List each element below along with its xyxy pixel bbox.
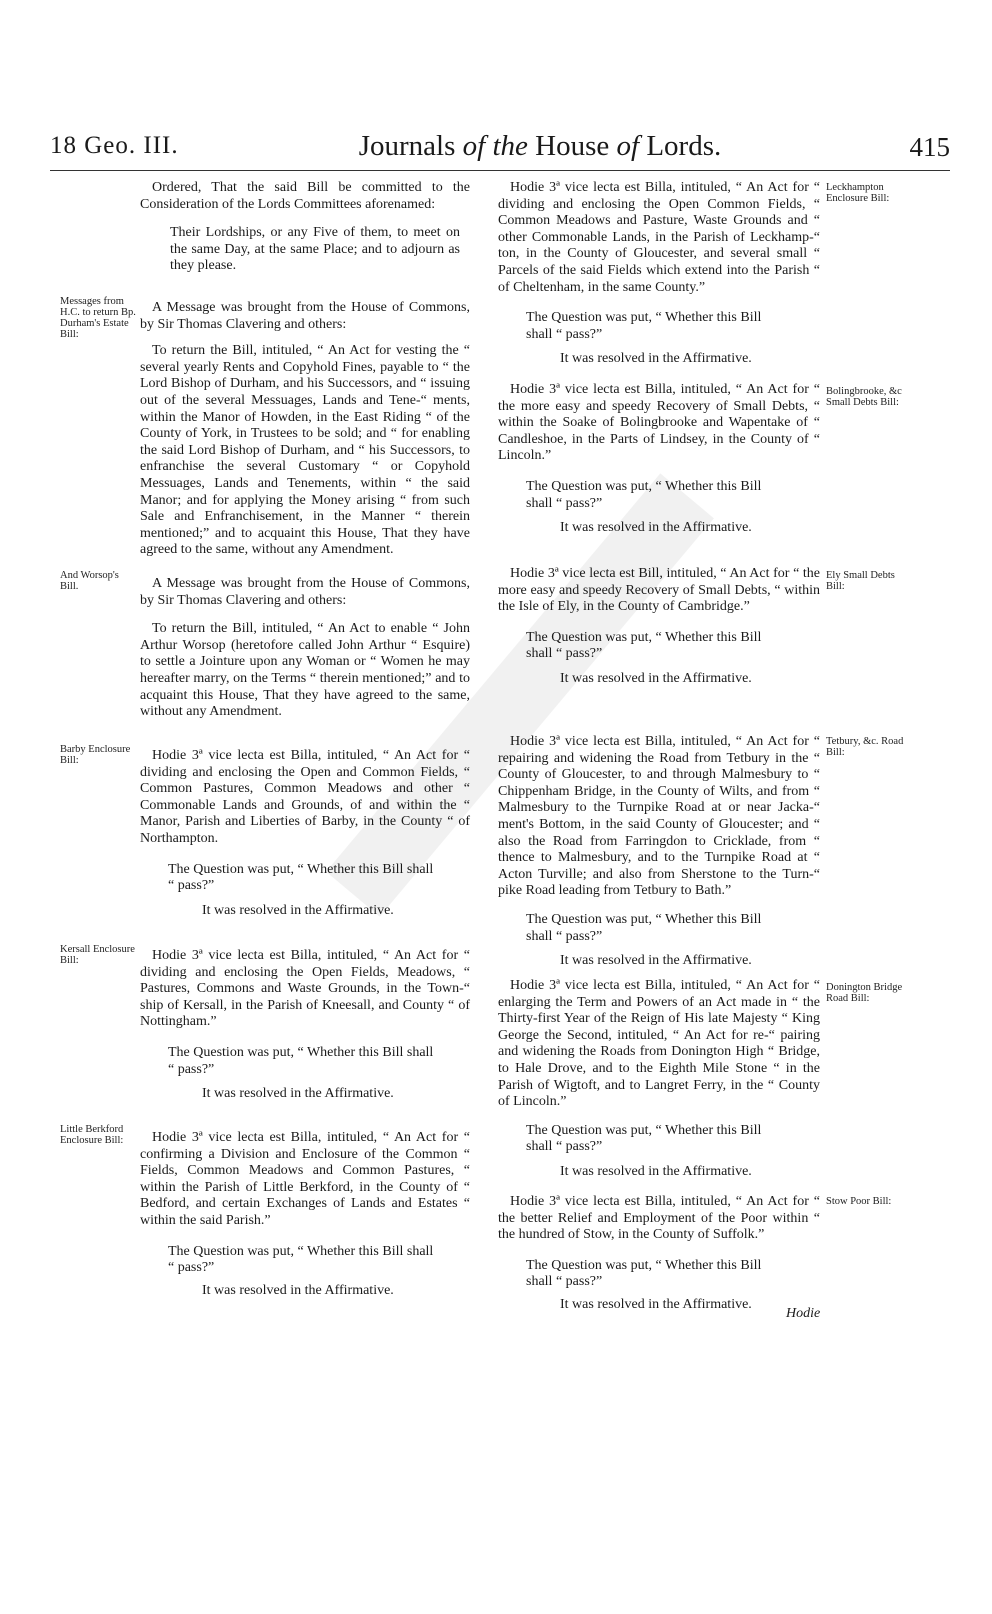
page-number: 415	[909, 132, 950, 162]
question-text: The Question was put, “ Whether this Bill shall “ pass?”	[526, 478, 762, 511]
catchword: Hodie	[786, 1306, 821, 1321]
margin-note-barby: Barby Enclosure Bill:	[60, 744, 131, 766]
entry-tetbury	[498, 734, 820, 970]
question-text: The Question was put, “ Whether this Bill shall “ pass?”	[526, 911, 762, 944]
entry-donington	[498, 978, 820, 1181]
resolution-text: It was resolved in the Affirmative.	[202, 902, 394, 918]
margin-note-bolingbroke: Bolingbrooke, &c Small Debts Bill:	[826, 386, 902, 408]
resolution-text: It was resolved in the Affirmative.	[560, 1163, 752, 1179]
margin-note-worsop: And Worsop's Bill.	[60, 570, 119, 592]
question-text: The Question was put, “ Whether this Bill shall “ pass?”	[168, 1044, 434, 1077]
resolution-text: It was resolved in the Affirmative.	[202, 1282, 394, 1298]
entry-durham-message	[140, 300, 470, 559]
bill-reading: Hodie 3ª vice lecta est Billa, intituled, “ An Act for “ the better Relief and Employment of the Poor within “ the hundred of Stow, in the County of Suffolk.”	[498, 1194, 820, 1243]
resolution-text: It was resolved in the Affirmative.	[560, 670, 752, 686]
resolution-text: It was resolved in the Affirmative.	[202, 1086, 394, 1102]
question-text: The Question was put, “ Whether this Bill shall “ pass?”	[526, 1122, 762, 1155]
message-body: To return the Bill, intituled, “ An Act to enable “ John Arthur Worsop (heretofore called John Arthur “ Esquire) to settle a Jointure upon any Woman or “ Women he may hereafter marry, on the Terms “ therein mentioned;” and to acquaint this House, That they have agreed to the same, without any Amendment.	[140, 621, 470, 720]
question-text: The Question was put, “ Whether this Bill shall “ pass?”	[168, 861, 434, 894]
bill-reading: Hodie 3ª vice lecta est Billa, intituled, “ An Act for “ dividing and enclosing the Open Common Fields, “ Common Meadows and Pasture, Waste Grounds and “ other Commonable Lands, in the Parish of Leckhamp-“ ton, in the County of Gloucester, and several small “ Parcels of the said Fields which extend into the Parish “ of Cheltenham, in the same County.”	[498, 180, 820, 295]
bill-reading: Hodie 3ª vice lecta est Billa, intituled, “ An Act for “ dividing and enclosing the Open Fields, Meadows, “ Pastures, Commons and Waste Grounds, in the Town-“ ship of Kersall, in the Parish of Kneesall, and County “ of Nottingham.”	[140, 948, 470, 1030]
bill-reading: Hodie 3ª vice lecta est Bill, intituled, “ An Act for “ the more easy and speedy Recovery of Small Debts, “ within the Isle of Ely, in the County of Cambridge.”	[498, 566, 820, 615]
margin-note-kersall: Kersall Enclosure Bill:	[60, 944, 135, 966]
margin-note-donington: Donington Bridge Road Bill:	[826, 982, 903, 1004]
ordered-sub: Their Lordships, or any Five of them, to meet on the same Day, at the same Place; and to adjourn as they please.	[170, 225, 460, 274]
bill-reading: Hodie 3ª vice lecta est Billa, intituled, “ An Act for “ dividing and enclosing the Open and Common Fields, “ Common Pastures, Common Meadows and other “ Commonable Lands and Grounds, of and within the “ Manor, Parish and Liberties of Barby, in the County “ of Northampton.	[140, 748, 470, 846]
message-body: To return the Bill, intituled, “ An Act for vesting the “ several yearly Rents and Copyhold Fines, payable to “ the Lord Bishop of Durham, and his Successors, and “ issuing out of the several Messuages, Lands and Tene-“ ments, within the Manor of Howden, in the East Riding “ of the County of York, in Trustees to be sold; and “ for enabling the said Lord Bishop of Durham, and “ his Successors, to enfranchise the several Customary “ or Copyhold Messuages, Lands and Tenements, within “ the said Manor; and for applying the Money arising “ from such Sale and Enfranchisement, in the Manner “ therein mentioned;” and to acquaint this House, That they have agreed to the same, without any Amendment.	[140, 343, 470, 558]
question-text: The Question was put, “ Whether this Bill shall “ pass?”	[526, 629, 762, 662]
entry-leckhampton	[498, 180, 820, 368]
margin-note-leckhampton: Leckhampton Enclosure Bill:	[826, 182, 890, 204]
resolution-text: It was resolved in the Affirmative.	[560, 351, 752, 367]
margin-note-ely: Ely Small Debts Bill:	[826, 570, 895, 592]
entry-berkford	[140, 1130, 470, 1299]
entry-ordered	[140, 180, 470, 275]
entry-bolingbroke	[498, 382, 820, 537]
message-intro: A Message was brought from the House of Commons, by Sir Thomas Clavering and others:	[140, 576, 470, 608]
journal-title: Journals of the House of Lords.	[358, 130, 722, 162]
running-header	[50, 130, 950, 171]
bill-reading: Hodie 3ª vice lecta est Billa, intituled, “ An Act for “ the more easy and speedy Recovery of Small Debts, “ within the Soake of Bolingbrooke and Wapentake of “ Candleshoe, in the Parts of Lindsey, in the County of “ Lincoln.”	[498, 382, 820, 464]
entry-kersall	[140, 948, 470, 1103]
bill-reading: Hodie 3ª vice lecta est Billa, intituled, “ An Act for “ enlarging the Term and Powers of an Act made in “ the Thirty-first Year of the Reign of His late Majesty “ King George the Second, intituled, “ An Act for re-“ pairing and widening the Roads from Donington High “ Bridge, to Hale Drove, and to the Eighth Mile Stone “ in the Parish of Wigtoft, and to Langret Ferry, in the “ County of Lincoln.”	[498, 978, 820, 1110]
message-intro: A Message was brought from the House of Commons, by Sir Thomas Clavering and others:	[140, 300, 470, 332]
margin-note-berkford: Little Berkford Enclosure Bill:	[60, 1124, 124, 1146]
margin-note-tetbury: Tetbury, &c. Road Bill:	[826, 736, 904, 758]
entry-ely	[498, 566, 820, 688]
bill-reading: Hodie 3ª vice lecta est Billa, intituled, “ An Act for “ repairing and widening the Road from Tetbury in the “ County of Gloucester, to and through Malmesbury to “ Chippenham Bridge, in the County of Wilts, and from “ Malmesbury to the Turnpike Road at or near Jacka-“ ment's Bottom, in the said County of Gloucester; and “ also the Road from Farringdon to Cricklade, from “ thence to Malmesbury, and to the Turnpike Road at “ Acton Turville; and also from Sherstone to the Turn-“ pike Road leading from Tetbury to Bath.”	[498, 734, 820, 899]
ordered-text: Ordered, That the said Bill be committed to the Consideration of the Lords Committees aforenamed:	[140, 180, 470, 212]
question-text: The Question was put, “ Whether this Bill shall “ pass?”	[526, 310, 762, 342]
margin-note-durham: Messages from H.C. to return Bp. Durham's Estate Bill:	[60, 296, 136, 340]
resolution-text: It was resolved in the Affirmative.	[560, 953, 752, 969]
entry-stow	[498, 1194, 820, 1314]
resolution-text: It was resolved in the Affirmative.	[560, 520, 752, 536]
question-text: The Question was put, “ Whether this Bill shall “ pass?”	[526, 1257, 762, 1290]
entry-worsop-message	[140, 576, 470, 721]
entry-barby	[140, 748, 470, 919]
question-text: The Question was put, “ Whether this Bill shall “ pass?”	[168, 1243, 434, 1276]
margin-note-stow: Stow Poor Bill:	[826, 1196, 892, 1207]
bill-reading: Hodie 3ª vice lecta est Billa, intituled, “ An Act for “ confirming a Division and Enclosure of the Common “ Fields, Common Meadows and Common Pastures, “ within the Parish of Little Berkford, in the County of “ Bedford, and certain Exchanges of Lands and Estates “ within the said Parish.”	[140, 1130, 470, 1228]
resolution-text: It was resolved in the Affirmative.	[560, 1296, 752, 1312]
regnal-year: 18 Geo. III.	[50, 132, 179, 159]
